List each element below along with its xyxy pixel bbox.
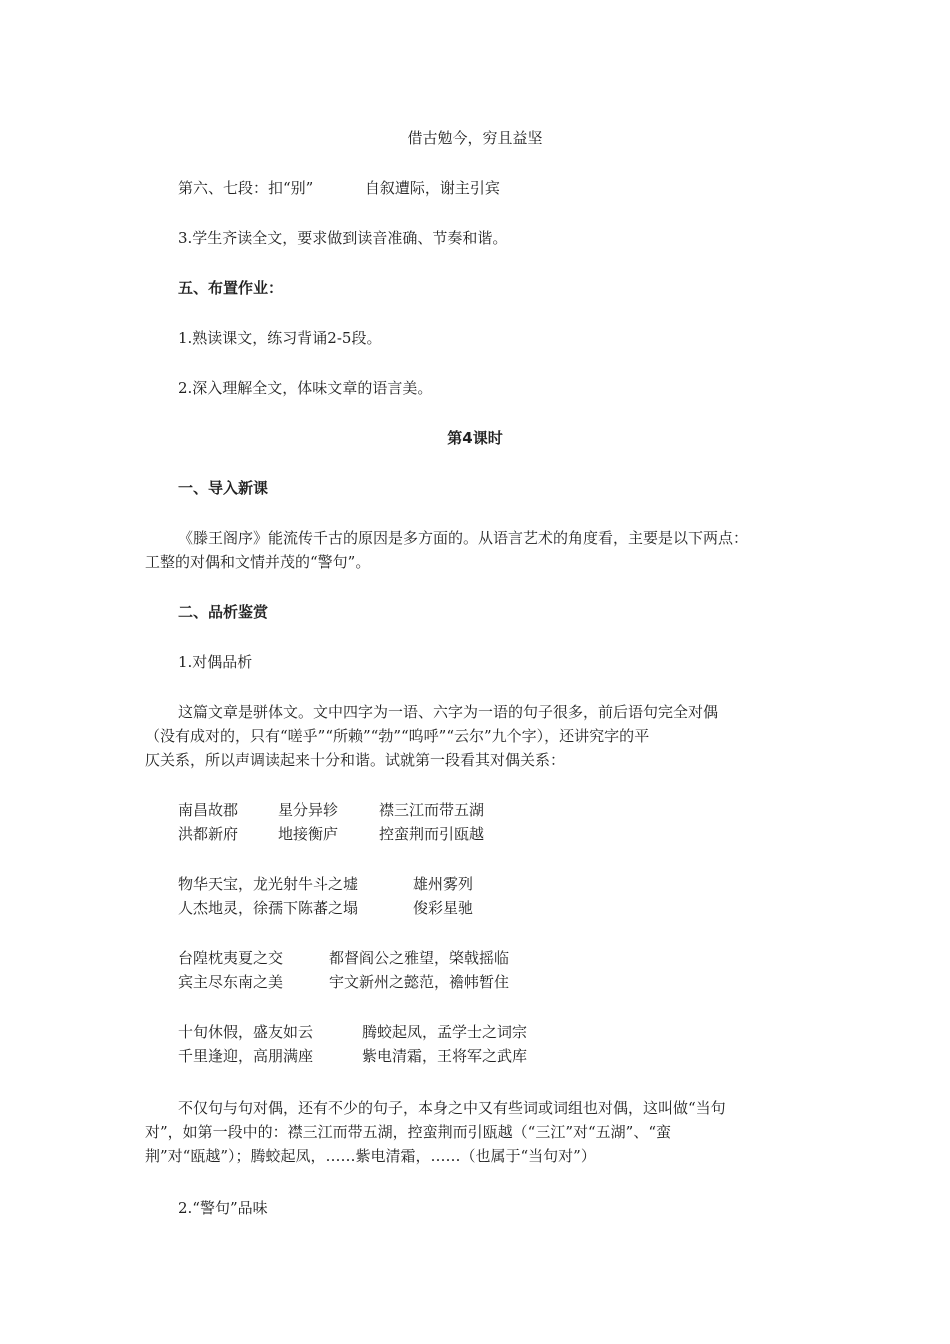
homework-item-1: 1.熟读课文，练习背诵2-5段。 [178,329,382,347]
couplet-phrase: 台隍枕夷夏之交 [178,949,284,967]
couplet-1-line-a [178,798,484,822]
intro-heading: 一、导入新课 [178,479,269,497]
subsection-2: 2.“警句”品味 [178,1199,268,1217]
recap-line: 借古勉今，穷且益坚 [407,129,543,147]
couplet-phrase: 紫电清霜，王将军之武库 [362,1047,528,1065]
couplet-phrase: 俊彩星驰 [413,899,474,917]
homework-item-2: 2.深入理解全文，体味文章的语言美。 [178,379,433,397]
lesson-title: 第4课时 [447,429,503,447]
couplet-phrase: 南昌故郡 [178,801,239,819]
couplet-phrase: 宾主尽东南之美 [178,973,284,991]
couplet-phrase: 襟三江而带五湖 [379,801,485,819]
section-67-right: 自叙遭际，谢主引宾 [364,179,500,197]
analysis-paragraph-line-3: 仄关系，所以声调读起来十分和谐。试就第一段看其对偶关系： [145,751,566,769]
couplet-phrase: 宇文新州之懿范，襜帏暂住 [329,973,510,991]
couplet-3-line-b [178,970,509,994]
analysis-paragraph-line-1: 这篇文章是骈体文。文中四字为一语、六字为一语的句子很多，前后语句完全对偶 [178,703,719,721]
analysis-paragraph-line-2: （没有成对的，只有“嗟乎”“所赖”“勃”“呜呼”“云尔”九个字），还讲究字的平 [145,727,650,745]
intro-paragraph-line-1: 《滕王阁序》能流传千古的原因是多方面的。从语言艺术的角度看，主要是以下两点： [178,529,749,547]
couplet-2-line-a [178,872,473,896]
couplet-2-line-b [178,896,473,920]
couplet-4-line-b [178,1044,527,1068]
couplet-phrase: 腾蛟起凤，孟学士之词宗 [362,1023,528,1041]
couplet-4-line-a [178,1020,527,1044]
couplet-phrase: 雄州雾列 [413,875,474,893]
intro-paragraph-line-2: 工整的对偶和文情并茂的“警句”。 [145,553,371,571]
homework-heading: 五、布置作业： [178,279,284,297]
couplet-phrase: 十旬休假，盛友如云 [178,1023,314,1041]
couplet-phrase: 千里逢迎，高朋满座 [178,1047,314,1065]
couplet-phrase: 控蛮荆而引瓯越 [379,825,485,843]
section-67-line [178,176,500,200]
couplet-phrase: 星分异轸 [278,801,339,819]
section-67-left: 第六、七段：扣“别” [178,179,314,197]
couplet-phrase: 都督阎公之雅望，棨戟摇临 [329,949,510,967]
subsection-1: 1.对偶品析 [178,653,253,671]
couplet-1-line-b [178,822,484,846]
couplet-phrase: 地接衡庐 [278,825,339,843]
step-3: 3.学生齐读全文，要求做到读音准确、节奏和谐。 [178,229,508,247]
couplet-3-line-a [178,946,509,970]
dangjudui-line-3: 荆”对“瓯越”）；腾蛟起凤，……紫电清霜，……（也属于“当句对”） [145,1147,596,1165]
couplet-phrase: 物华天宝，龙光射牛斗之墟 [178,875,359,893]
couplet-phrase: 洪都新府 [178,825,239,843]
dangjudui-line-1: 不仅句与句对偶，还有不少的句子，本身之中又有些词或词组也对偶，这叫做“当句 [178,1099,726,1117]
analysis-heading: 二、品析鉴赏 [178,603,269,621]
dangjudui-line-2: 对”，如第一段中的：襟三江而带五湖，控蛮荆而引瓯越（“三江”对“五湖”、“蛮 [145,1123,672,1141]
couplet-phrase: 人杰地灵，徐孺下陈蕃之塌 [178,899,359,917]
